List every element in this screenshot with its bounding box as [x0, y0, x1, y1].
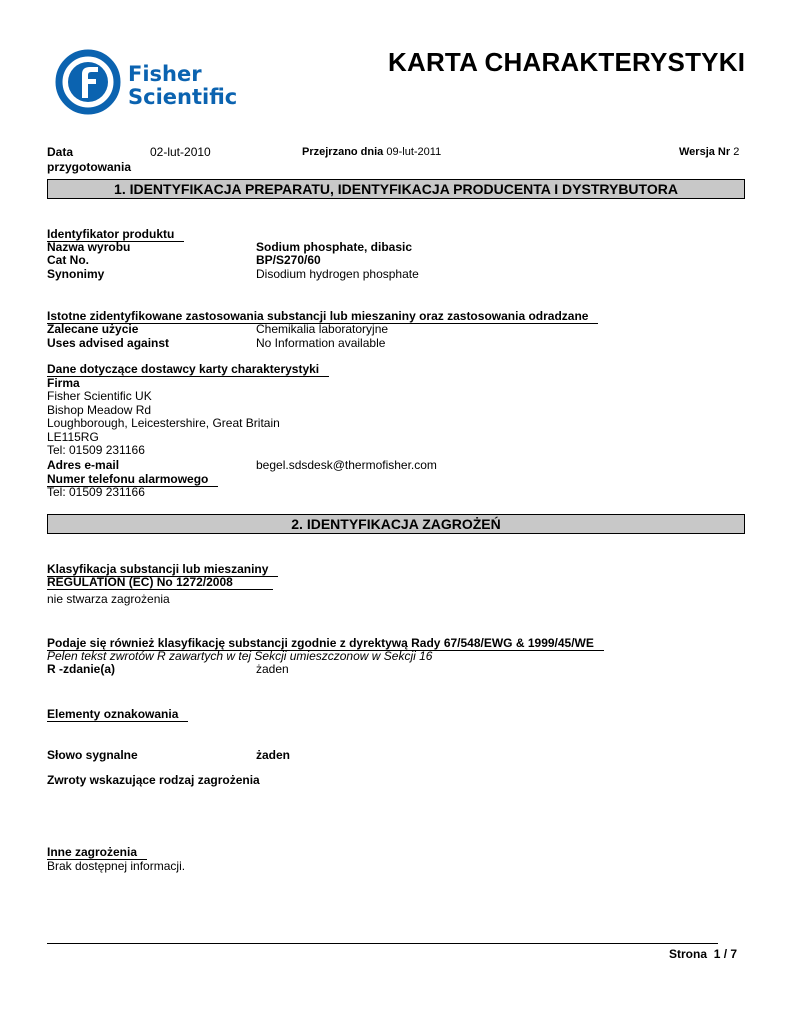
svg-text:Scientific: Scientific [128, 85, 238, 109]
product-name-value: Sodium phosphate, dibasic [256, 240, 413, 254]
uses-heading: Istotne zidentyfikowane zastosowania substancji lub mieszaniny oraz zastosowania odradzane [47, 309, 598, 324]
document-title: KARTA CHARAKTERYSTYKI [388, 47, 746, 77]
supplier-heading: Dane dotyczące dostawcy karty charakterystyki [47, 362, 329, 377]
signal-word-value: żaden [256, 748, 291, 762]
section-1-heading: 1. IDENTYFIKACJA PREPARATU, IDENTYFIKACJA PRODUCENTA I DYSTRYBUTORA [47, 179, 745, 199]
directive-heading: Podaje się również klasyfikację substancji zgodnie z dyrektywą Rady 67/548/EWG & 1999/45/WE [47, 636, 604, 651]
regulation-heading: REGULATION (EC) No 1272/2008 [47, 575, 273, 590]
fisher-scientific-logo-mark [54, 48, 254, 120]
cat-no-label: Cat No. [47, 253, 89, 267]
synonyms-value: Disodium hydrogen phosphate [256, 267, 419, 281]
label-elements-heading: Elementy oznakowania [47, 707, 188, 722]
r-phrases-value: żaden [256, 662, 289, 676]
company-label: Firma [47, 376, 80, 390]
page-value: 1 / 7 [713, 947, 738, 961]
version-info [679, 145, 739, 159]
company-address-line: LE115RG [47, 430, 99, 444]
cat-no-value: BP/S270/60 [256, 253, 321, 267]
revised-label: Przejrzano dnia [302, 146, 384, 158]
company-address-line: Fisher Scientific UK [47, 389, 152, 403]
recommended-use-label: Zalecane użycie [47, 322, 139, 336]
footer-divider [47, 943, 718, 944]
directive-note: Pelen tekst zwrotów R zawartych w tej Sekcji umieszczonow w Sekcji 16 [47, 649, 433, 663]
recommended-use-value: Chemikalia laboratoryjne [256, 322, 389, 336]
regulation-value: nie stwarza zagrożenia [47, 592, 170, 606]
revision-info [302, 145, 441, 159]
classification-heading: Klasyfikacja substancji lub mieszaniny [47, 562, 278, 577]
emergency-phone-heading: Numer telefonu alarmowego [47, 472, 218, 487]
fisher-scientific-logo [54, 48, 254, 120]
version-number: 2 [733, 146, 740, 158]
revised-date: 09-lut-2011 [386, 146, 442, 158]
emergency-phone-value: Tel: 01509 231166 [47, 485, 145, 499]
page-label: Strona [669, 947, 708, 961]
hazard-statements-label: Zwroty wskazujące rodzaj zagrożenia [47, 773, 260, 787]
r-phrases-label: R -zdanie(a) [47, 662, 116, 676]
company-address-line: Bishop Meadow Rd [47, 403, 152, 417]
synonyms-label: Synonimy [47, 267, 105, 281]
signal-word-label: Słowo sygnalne [47, 748, 138, 762]
version-label: Wersja Nr [679, 146, 731, 158]
other-hazards-value: Brak dostępnej informacji. [47, 859, 186, 873]
prep-date-label-line2: przygotowania [47, 160, 132, 174]
product-id-heading: Identyfikator produktu [47, 227, 184, 242]
advised-against-label: Uses advised against [47, 336, 170, 350]
svg-text:Fisher: Fisher [128, 62, 202, 86]
page-number [669, 947, 737, 961]
email-value: begel.sdsdesk@thermofisher.com [256, 458, 437, 472]
prep-date-label-line1: Data [47, 145, 74, 159]
email-label: Adres e-mail [47, 458, 120, 472]
company-address-line: Loughborough, Leicestershire, Great Britain [47, 416, 280, 430]
other-hazards-heading: Inne zagrożenia [47, 845, 147, 860]
company-phone: Tel: 01509 231166 [47, 443, 145, 457]
prep-date-value: 02-lut-2010 [150, 145, 211, 159]
product-name-label: Nazwa wyrobu [47, 240, 131, 254]
advised-against-value: No Information available [256, 336, 386, 350]
section-2-heading: 2. IDENTYFIKACJA ZAGROŻEŃ [47, 514, 745, 534]
